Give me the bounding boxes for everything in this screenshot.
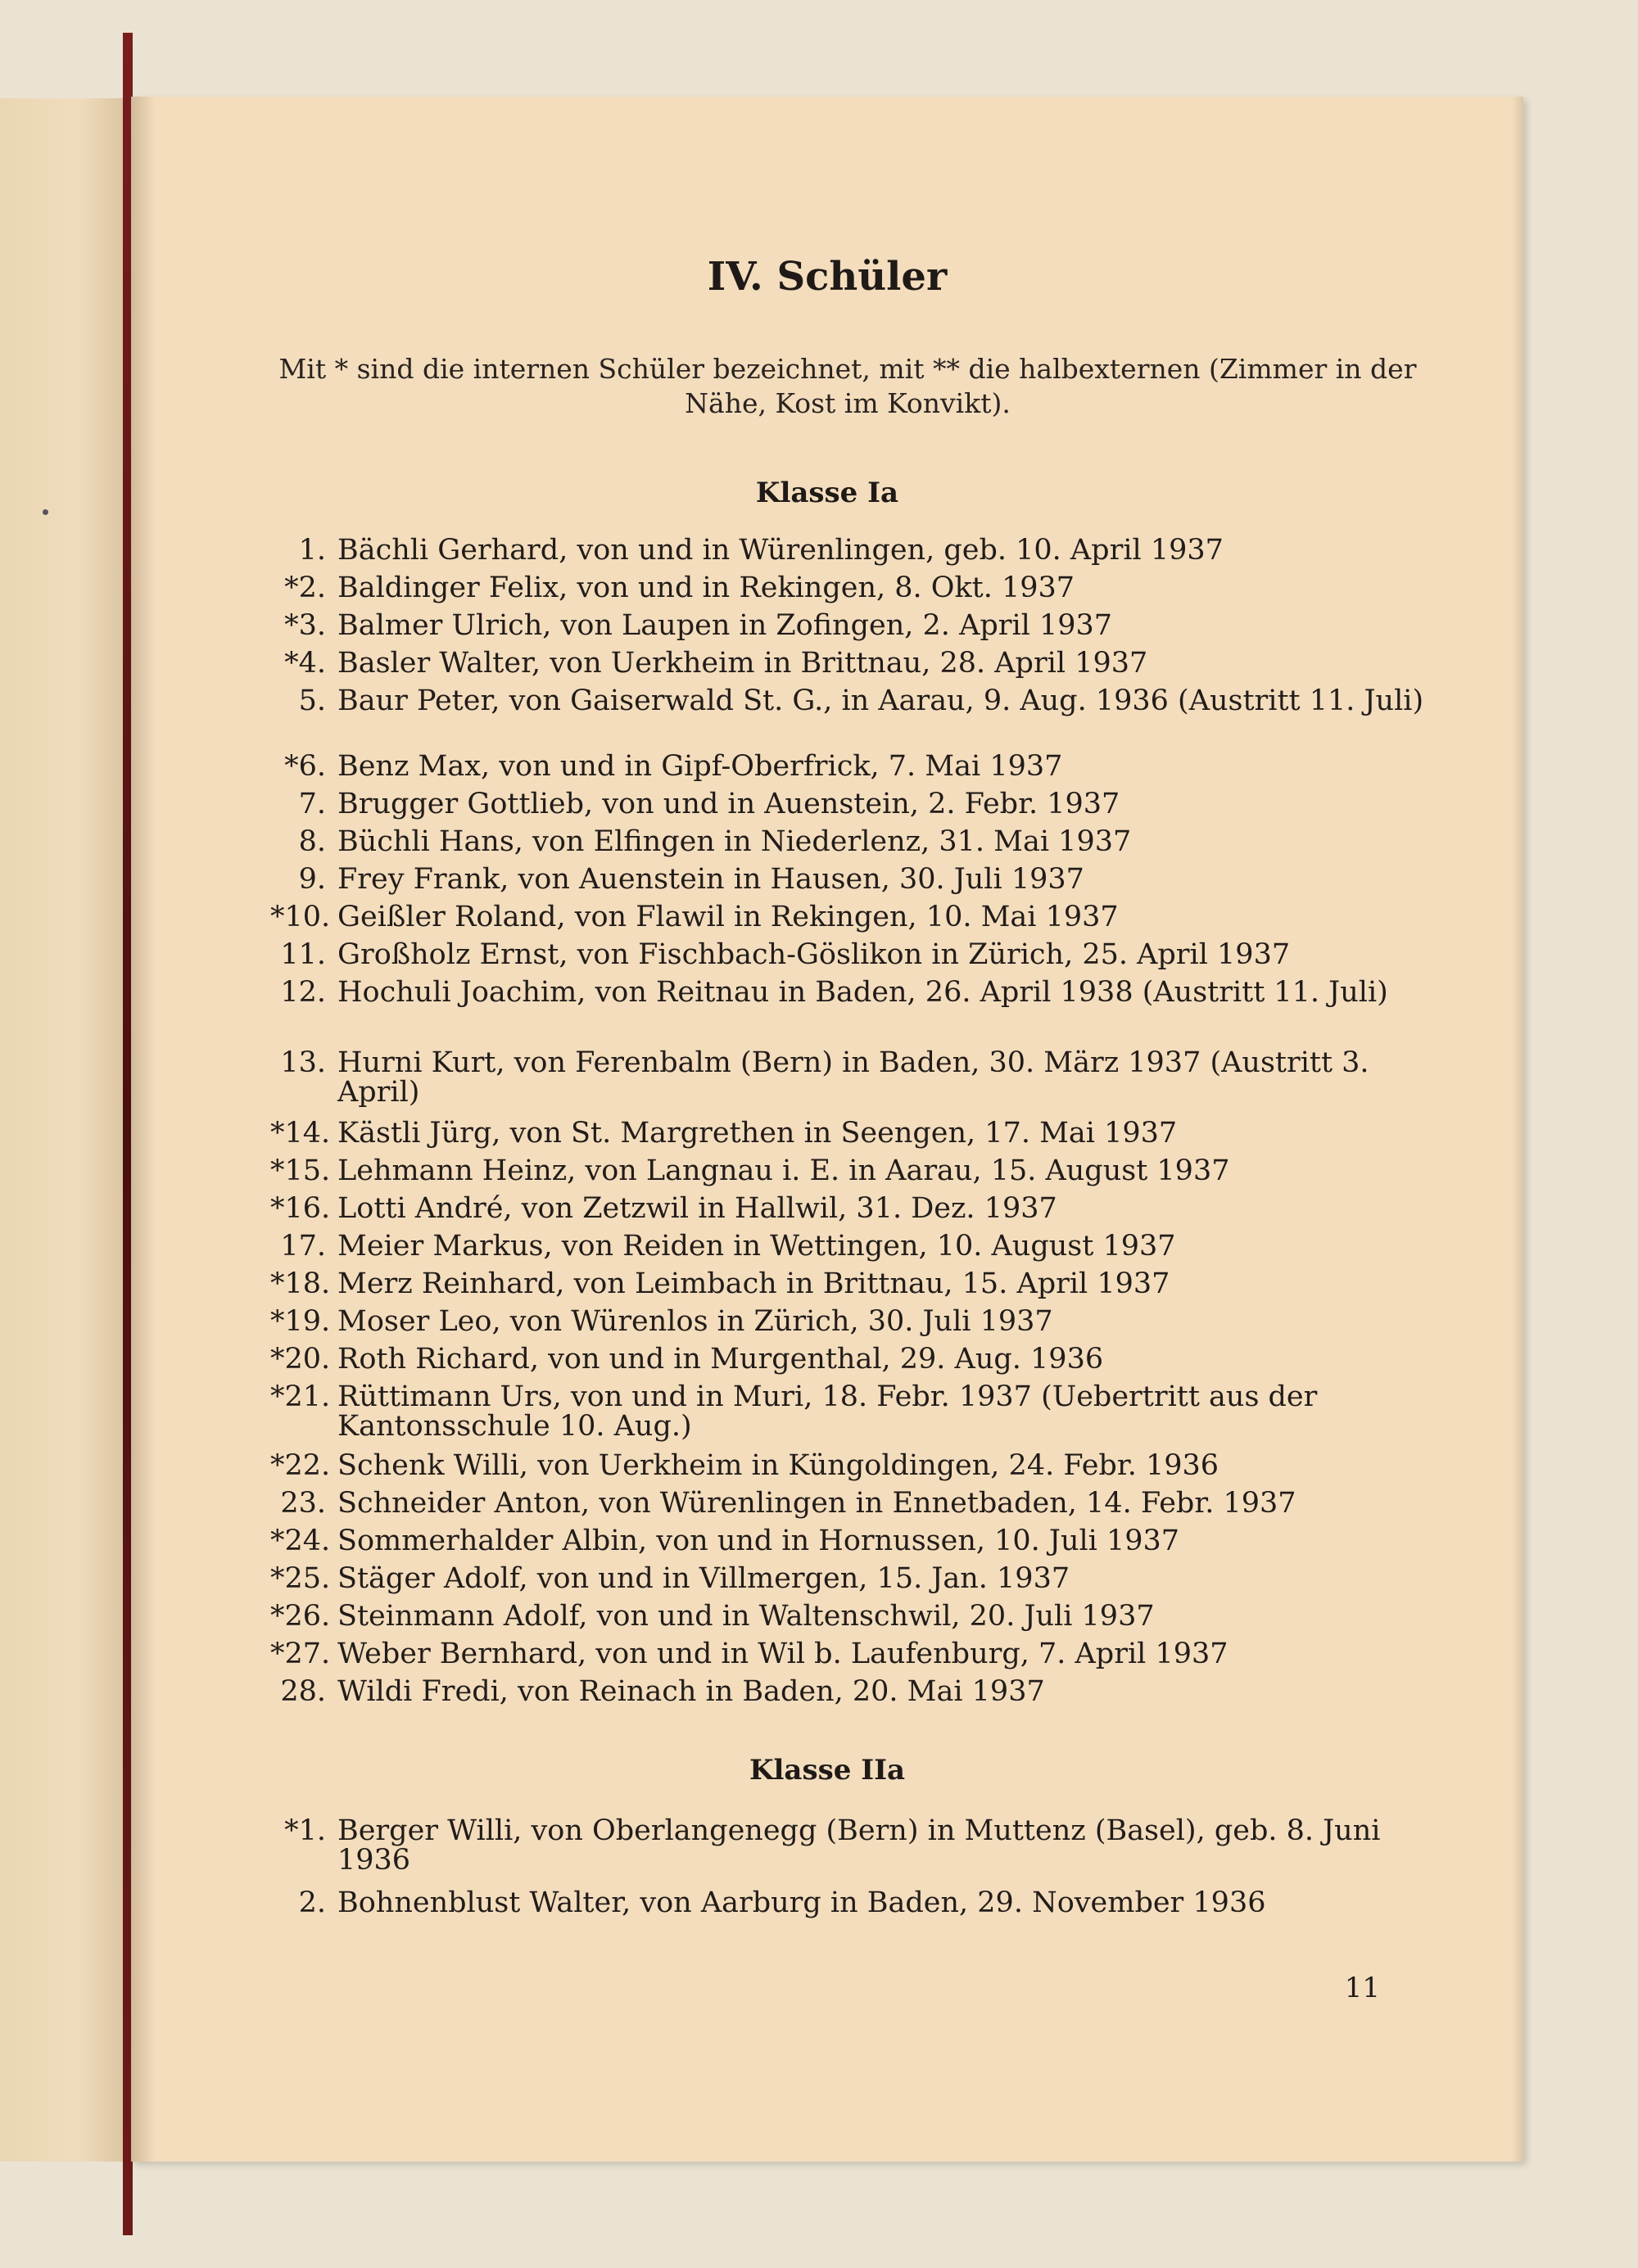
student-entry [270,827,1433,856]
student-entry [270,1118,1433,1148]
entry-text: Basler Walter, von Uerkheim in Brittnau, 28. April 1937 [337,647,1148,680]
student-entry [270,1888,1433,1918]
entry-text: Merz Reinhard, von Leimbach in Brittnau, 15. April 1937 [337,1267,1170,1300]
student-entry [270,902,1433,932]
student-entry [270,1564,1433,1593]
entry-text: Steinmann Adolf, von und in Waltenschwil, 20. Juli 1937 [337,1600,1155,1633]
entry-text: Lehmann Heinz, von Langnau i. E. in Aarau, 15. August 1937 [337,1154,1230,1187]
student-entry [270,752,1433,781]
entry-number: 13. [280,1046,326,1079]
entry-number: *26. [270,1600,331,1633]
entry-number: *15. [270,1154,331,1187]
entry-number: 9. [298,863,326,896]
entry-number: *2. [284,572,326,604]
entry-number: 5. [298,684,326,717]
entry-text: Balmer Ulrich, von Laupen in Zofingen, 2. April 1937 [337,609,1113,642]
entry-text: Weber Bernhard, von und in Wil b. Laufenburg, 7. April 1937 [337,1638,1228,1670]
entry-text: Schenk Willi, von Uerkheim in Küngoldingen, 24. Febr. 1936 [337,1449,1219,1482]
entry-number: 2. [298,1886,326,1919]
page-edge-shadow [1512,97,1523,2162]
student-entry [270,1194,1433,1223]
student-entry [270,1526,1433,1556]
entry-number: 17. [280,1230,326,1263]
entry-number: *16. [270,1192,331,1225]
entry-number: *14. [270,1117,331,1150]
student-entry [270,1382,1433,1441]
entry-number: 7. [298,788,326,820]
entry-text: Lotti André, von Zetzwil in Hallwil, 31. Dez. 1937 [337,1192,1057,1225]
student-entry [270,940,1433,969]
student-entry [270,978,1433,1007]
entry-text: Meier Markus, von Reiden in Wettingen, 10. August 1937 [337,1230,1176,1263]
entry-text: Roth Richard, von und in Murgenthal, 29. Aug. 1936 [337,1343,1104,1376]
entry-number: *22. [270,1449,331,1482]
entry-text: Großholz Ernst, von Fischbach-Göslikon in Zürich, 25. April 1937 [337,938,1291,971]
page-number: 11 [1344,1972,1380,2004]
student-entry [270,1269,1433,1299]
intro-note: Mit * sind die internen Schüler bezeichnet, mit ** die halbexternen (Zimmer in der Nähe, Kost im Konvikt). [278,353,1417,419]
student-entry [270,1307,1433,1336]
student-entry [270,789,1433,819]
page-gutter [131,97,156,2162]
entry-number: 28. [280,1675,326,1708]
entry-number: *24. [270,1525,331,1557]
student-entry [270,865,1433,894]
class-heading-iia: Klasse IIa [749,1754,906,1787]
page-title: IV. Schüler [707,254,948,300]
student-entry [270,1451,1433,1480]
entry-number: *3. [284,609,326,642]
entry-text: Frey Frank, von Auenstein in Hausen, 30. Juli 1937 [337,863,1084,896]
entry-number: 12. [280,976,326,1009]
entry-text: Baur Peter, von Gaiserwald St. G., in Aarau, 9. Aug. 1936 (Austritt 11. Juli) [337,684,1424,717]
entry-number: 8. [298,825,326,858]
entry-number: *20. [270,1343,331,1376]
student-entry [270,1602,1433,1631]
entry-text: Hurni Kurt, von Ferenbalm (Bern) in Baden, 30. März 1937 (Austritt 3. April) [337,1046,1369,1109]
student-entry [270,1344,1433,1374]
student-entry [270,1156,1433,1186]
entry-text: Baldinger Felix, von und in Rekingen, 8. Okt. 1937 [337,572,1075,604]
entry-number: *18. [270,1267,331,1300]
entry-text: Sommerhalder Albin, von und in Hornussen, 10. Juli 1937 [337,1525,1180,1557]
entry-number: *10. [270,901,331,933]
entry-text: Schneider Anton, von Würenlingen in Ennetbaden, 14. Febr. 1937 [337,1487,1296,1520]
entry-text: Berger Willi, von Oberlangenegg (Bern) in Muttenz (Basel), geb. 8. Juni 1936 [337,1814,1381,1877]
student-entry [270,573,1433,603]
student-entry [270,535,1433,565]
student-entry [270,1489,1433,1518]
entry-number: *25. [270,1562,331,1595]
entry-text: Büchli Hans, von Elfingen in Niederlenz, 31. Mai 1937 [337,825,1132,858]
entry-number: *1. [284,1814,326,1847]
entry-text: Wildi Fredi, von Reinach in Baden, 20. Mai 1937 [337,1675,1045,1708]
entry-number: 11. [280,938,326,971]
entry-text: Rüttimann Urs, von und in Muri, 18. Febr. 1937 (Uebertritt aus der Kantonsschule 10. Aug.) [337,1380,1318,1443]
entry-number: *27. [270,1638,331,1670]
student-entry [270,1231,1433,1261]
entry-number: *4. [284,647,326,680]
entry-number: *19. [270,1305,331,1338]
entry-text: Moser Leo, von Würenlos in Zürich, 30. Juli 1937 [337,1305,1053,1338]
student-entry [270,1048,1433,1107]
entry-text: Stäger Adolf, von und in Villmergen, 15. Jan. 1937 [337,1562,1070,1595]
entry-number: *6. [284,750,326,783]
student-entry [270,611,1433,640]
entry-text: Hochuli Joachim, von Reitnau in Baden, 26. April 1938 (Austritt 11. Juli) [337,976,1388,1009]
entry-number: 23. [280,1487,326,1520]
student-entry [270,686,1433,716]
student-entry [270,648,1433,678]
entry-text: Bohnenblust Walter, von Aarburg in Baden, 29. November 1936 [337,1886,1266,1919]
student-entry [270,1816,1433,1875]
entry-number: *21. [270,1380,331,1413]
entry-number: 1. [298,534,326,567]
book-page [131,97,1523,2162]
previous-page-edge [0,98,133,2162]
class-heading-ia: Klasse Ia [755,477,899,509]
entry-text: Bächli Gerhard, von und in Würenlingen, geb. 10. April 1937 [337,534,1224,567]
speck [43,509,48,515]
entry-text: Geißler Roland, von Flawil in Rekingen, 10. Mai 1937 [337,901,1119,933]
entry-text: Benz Max, von und in Gipf-Oberfrick, 7. Mai 1937 [337,750,1063,783]
student-entry [270,1677,1433,1706]
entry-text: Brugger Gottlieb, von und in Auenstein, 2. Febr. 1937 [337,788,1120,820]
student-entry [270,1639,1433,1669]
entry-text: Kästli Jürg, von St. Margrethen in Seengen, 17. Mai 1937 [337,1117,1178,1150]
